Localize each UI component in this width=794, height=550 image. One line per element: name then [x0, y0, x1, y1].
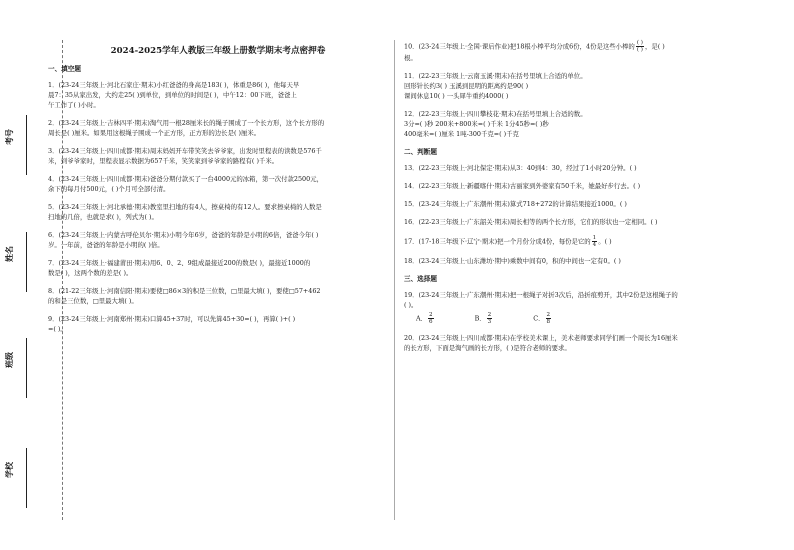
question-line: 8．(21-22三年级上·河南信阳·期末)要使□86×3的积是三位数，□里最大填( )，要使□57+462	[48, 287, 321, 295]
fraction	[592, 235, 598, 248]
question-line: 11．(22-23三年级上·云南玉溪·期末)在括号里填上合适的单位。	[404, 72, 587, 80]
question-line: 13．(22-23三年级上·河北保定·期末)从3：40到4：30，经过了1小时20分钟。( )	[404, 164, 637, 172]
question-line: 晨7：35从家出发，大约走25( )到单位，到单位的时间是( )，中午12：00下班，爸爸上	[48, 91, 297, 99]
question-line: 午工作了( )小时。	[48, 101, 100, 109]
right-column	[404, 40, 734, 361]
question-line: ( )。	[404, 301, 418, 309]
section-heading-choice: 三、选择题	[404, 275, 437, 283]
fraction	[487, 312, 493, 325]
question-10	[404, 40, 734, 63]
question-line: 米，到爷爷家时，里程表显示数据为657千米，笑笑家到爷爷家的路程有( )千米。	[48, 157, 279, 165]
fraction	[546, 312, 552, 325]
question-text: ，是( )	[644, 42, 665, 51]
option-b[interactable]	[475, 312, 494, 325]
question-line	[404, 235, 734, 248]
question-line: 3分=( )秒 200米+800米=( )千米 1分45秒=( )秒	[404, 120, 549, 128]
fraction-denominator: ( )	[636, 47, 643, 53]
fraction	[428, 312, 434, 325]
question-line: 15．(23-24三年级上·广东潮州·期末)算式718+272的计算结果接近1000。( )	[404, 200, 627, 208]
question-line: 回形针长约3( ) 玉溪到昆明的距离约是90( )	[404, 82, 529, 90]
fraction-denominator: 4	[592, 242, 597, 248]
fraction-numerator: 1	[592, 235, 597, 241]
options-row	[416, 312, 734, 325]
fraction-numerator: 2	[546, 312, 551, 318]
fraction-numerator: ( )	[636, 40, 643, 46]
section-heading-judge: 二、判断题	[404, 148, 437, 156]
question-2	[48, 118, 388, 138]
question-line: 14．(22-23三年级上·新疆喀什·期末)古丽家到外婆家有50千米，她最好步行去。( )	[404, 182, 641, 190]
question-line: 岁。一年前，爸爸的年龄是小明的( )倍。	[48, 241, 164, 249]
left-column	[48, 40, 388, 342]
field-label: 姓名	[4, 246, 14, 262]
question-line: 的和是三位数，□里最大填( )。	[48, 297, 138, 305]
question-line: 2．(23-24三年级上·吉林四平·期末)淘气用一根28厘米长的绳子围成了一个长方形，这个长方形的	[48, 119, 325, 127]
fraction	[636, 40, 644, 53]
question-line: 1．(23-24三年级上·河北石家庄·期末)小红爸爸的身高是183( )，体重是86( )，他每天早	[48, 81, 300, 89]
question-18	[404, 256, 734, 266]
question-line	[404, 40, 734, 53]
question-9	[48, 314, 388, 334]
option-label: A．	[416, 314, 428, 323]
question-line: 7．(23-24三年级上·福建莆田·期末)用6、0、2、9组成最接近200的数是( )，最接近1000的	[48, 259, 311, 267]
question-4	[48, 174, 388, 194]
column-divider	[394, 40, 395, 520]
question-line: 3．(23-24三年级上·四川成都·期末)周末妈妈开车带笑笑去爷爷家，出发时里程表的读数是576千	[48, 147, 322, 155]
question-19	[404, 290, 734, 325]
question-line: 400毫米=( )厘米 1吨-300千克=( )千克	[404, 130, 519, 138]
page-title: 2024-2025学年人教版三年级上册数学期末考点密押卷	[110, 46, 326, 56]
question-line: 周长是( )厘米。如果用这根绳子围成一个正方形，正方形的边长是( )厘米。	[48, 129, 261, 137]
fraction-denominator: 8	[546, 319, 551, 325]
question-line: 4．(23-24三年级上·四川成都·期末)爸爸分期付款买了一台4000元的冰箱，第一次付款2500元，	[48, 175, 323, 183]
question-16	[404, 217, 734, 227]
question-12	[404, 109, 734, 139]
field-label: 学校	[4, 462, 14, 478]
question-13	[404, 163, 734, 173]
fraction-denominator: 3	[487, 319, 492, 325]
option-label: C．	[533, 314, 545, 323]
question-line: 的长方形，下面是淘气画的长方形，( )是符合老师的要求。	[404, 344, 571, 352]
field-label: 考号	[4, 129, 14, 145]
field-line	[26, 115, 27, 175]
question-line: 16．(22-23三年级上·广东韶关·期末)周长相等的两个长方形，它们的形状也一定相同。( )	[404, 218, 658, 226]
fraction-numerator: 2	[429, 312, 433, 318]
question-text: 10．(23-24三年级上·全国·课后作业)把18根小棒平均分成6份，4份是这些小棒的	[404, 42, 635, 51]
field-line	[26, 338, 27, 398]
question-line: 根。	[404, 54, 417, 62]
section-heading-fill: 一、填空题	[48, 65, 81, 73]
option-a[interactable]	[416, 312, 435, 325]
question-8	[48, 286, 388, 306]
question-line: 19．(23-24三年级上·广东潮州·期末)把一根绳子对折3次后，沿折痕剪开，其中2份是这根绳子的	[404, 291, 678, 299]
question-6	[48, 230, 388, 250]
question-20	[404, 333, 734, 353]
question-line: 20．(23-24三年级上·四川成都·期末)在学校美术课上，美术老师要求同学们画一个周长为16厘米	[404, 334, 678, 342]
field-line	[26, 232, 27, 292]
question-line: 余下的每月付500元，( )个月可全部付清。	[48, 185, 170, 193]
option-label: B．	[474, 314, 486, 323]
question-text: 17．(17-18三年级下·辽宁·期末)把一个月份分成4份，每份是它的	[404, 237, 591, 246]
question-line: 扫地的几倍，也就是求( )，列式为( )。	[48, 213, 158, 221]
question-line: 18．(23-24三年级上·山东潍坊·期中)乘数中间有0，积的中间也一定有0。( )	[404, 257, 621, 265]
question-11	[404, 71, 734, 101]
question-line: 9．(23-24三年级上·河南郑州·期末)口算45+37时，可以先算45+30=( )，再算( )+( )	[48, 315, 296, 323]
question-14	[404, 181, 734, 191]
question-line: 课间休息10( ) 一头犀牛重约4000( )	[404, 92, 509, 100]
question-line: 5．(23-24三年级上·河北承德·期末)教室里扫地的有4人，擦桌椅的有12人。要求擦桌椅的人数是	[48, 203, 322, 211]
question-text: 。( )	[598, 237, 612, 246]
option-c[interactable]	[533, 312, 552, 325]
question-1	[48, 80, 388, 110]
field-label: 班级	[4, 352, 14, 368]
field-line	[26, 448, 27, 508]
question-15	[404, 199, 734, 209]
question-17	[404, 235, 734, 248]
question-line: 6．(23-24三年级上·内蒙古呼伦贝尔·期末)小明今年6岁，爸爸的年龄是小明的6倍，爸爸今年( )	[48, 231, 319, 239]
question-line: 12．(22-23三年级上·四川攀枝花·期末)在括号里填上合适的数。	[404, 110, 587, 118]
question-7	[48, 258, 388, 278]
question-line: 数是( )，这两个数的差是( )。	[48, 269, 133, 277]
fraction-denominator: 6	[429, 319, 433, 325]
question-line: =( )。	[48, 325, 67, 333]
question-3	[48, 146, 388, 166]
question-5	[48, 202, 388, 222]
fraction-numerator: 2	[487, 312, 492, 318]
